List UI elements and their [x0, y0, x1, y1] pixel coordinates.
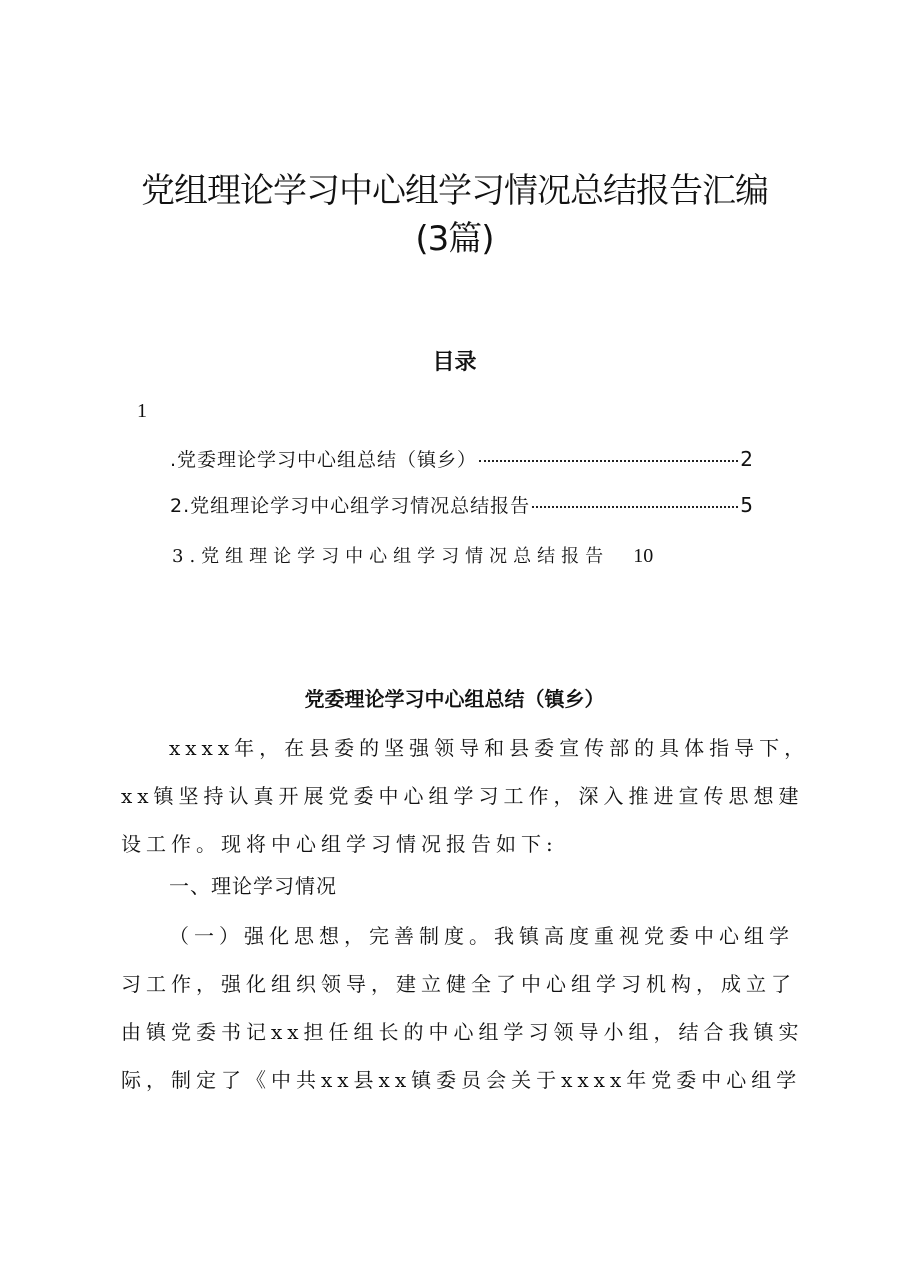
- toc-entry-label: 2.党组理论学习中心组学习情况总结报告: [170, 495, 531, 517]
- toc-leader-dots: [479, 460, 738, 462]
- toc-entry-2[interactable]: [170, 491, 753, 518]
- section-heading-1: 一、理论学习情况: [169, 874, 337, 898]
- paragraph-line: （一）强化思想，完善制度。我镇高度重视党委中心组学: [169, 924, 794, 948]
- toc-lead-number: 1: [137, 400, 147, 422]
- toc-entry-label: 3.党组理论学习中心组学习情况总结报告: [172, 546, 610, 567]
- section-title: 党委理论学习中心组总结（镇乡）: [304, 687, 605, 711]
- intro-paragraph: [121, 724, 811, 868]
- toc-entry-label: .党委理论学习中心组总结（镇乡）: [170, 449, 478, 471]
- toc-entry-page: 5: [740, 493, 753, 517]
- toc-leader-dots: [532, 506, 738, 508]
- paragraph-line: 设工作。现将中心组学习情况报告如下:: [121, 832, 558, 856]
- paragraph-line: xx镇坚持认真开展党委中心组学习工作，深入推进宣传思想建: [121, 784, 804, 808]
- document-title-line2: (3篇): [415, 219, 494, 259]
- document-title-line1: 党组理论学习中心组学习情况总结报告汇编: [141, 171, 768, 211]
- paragraph-line: 由镇党委书记xx担任组长的中心组学习领导小组，结合我镇实: [121, 1020, 804, 1044]
- toc-entry-page: 10: [633, 545, 654, 567]
- toc-heading: 目录: [432, 349, 477, 375]
- toc-entry-1[interactable]: [170, 445, 753, 472]
- paragraph-line: 际，制定了《中共xx县xx镇委员会关于xxxx年党委中心组学: [121, 1068, 802, 1092]
- body-paragraph: [121, 912, 811, 1104]
- toc-entry-page: 2: [740, 447, 753, 471]
- paragraph-line: 习工作，强化组织领导，建立健全了中心组学习机构，成立了: [121, 972, 796, 996]
- paragraph-line: xxxx年，在县委的坚强领导和县委宣传部的具体指导下，: [169, 736, 810, 760]
- toc-entry-3[interactable]: [172, 542, 662, 568]
